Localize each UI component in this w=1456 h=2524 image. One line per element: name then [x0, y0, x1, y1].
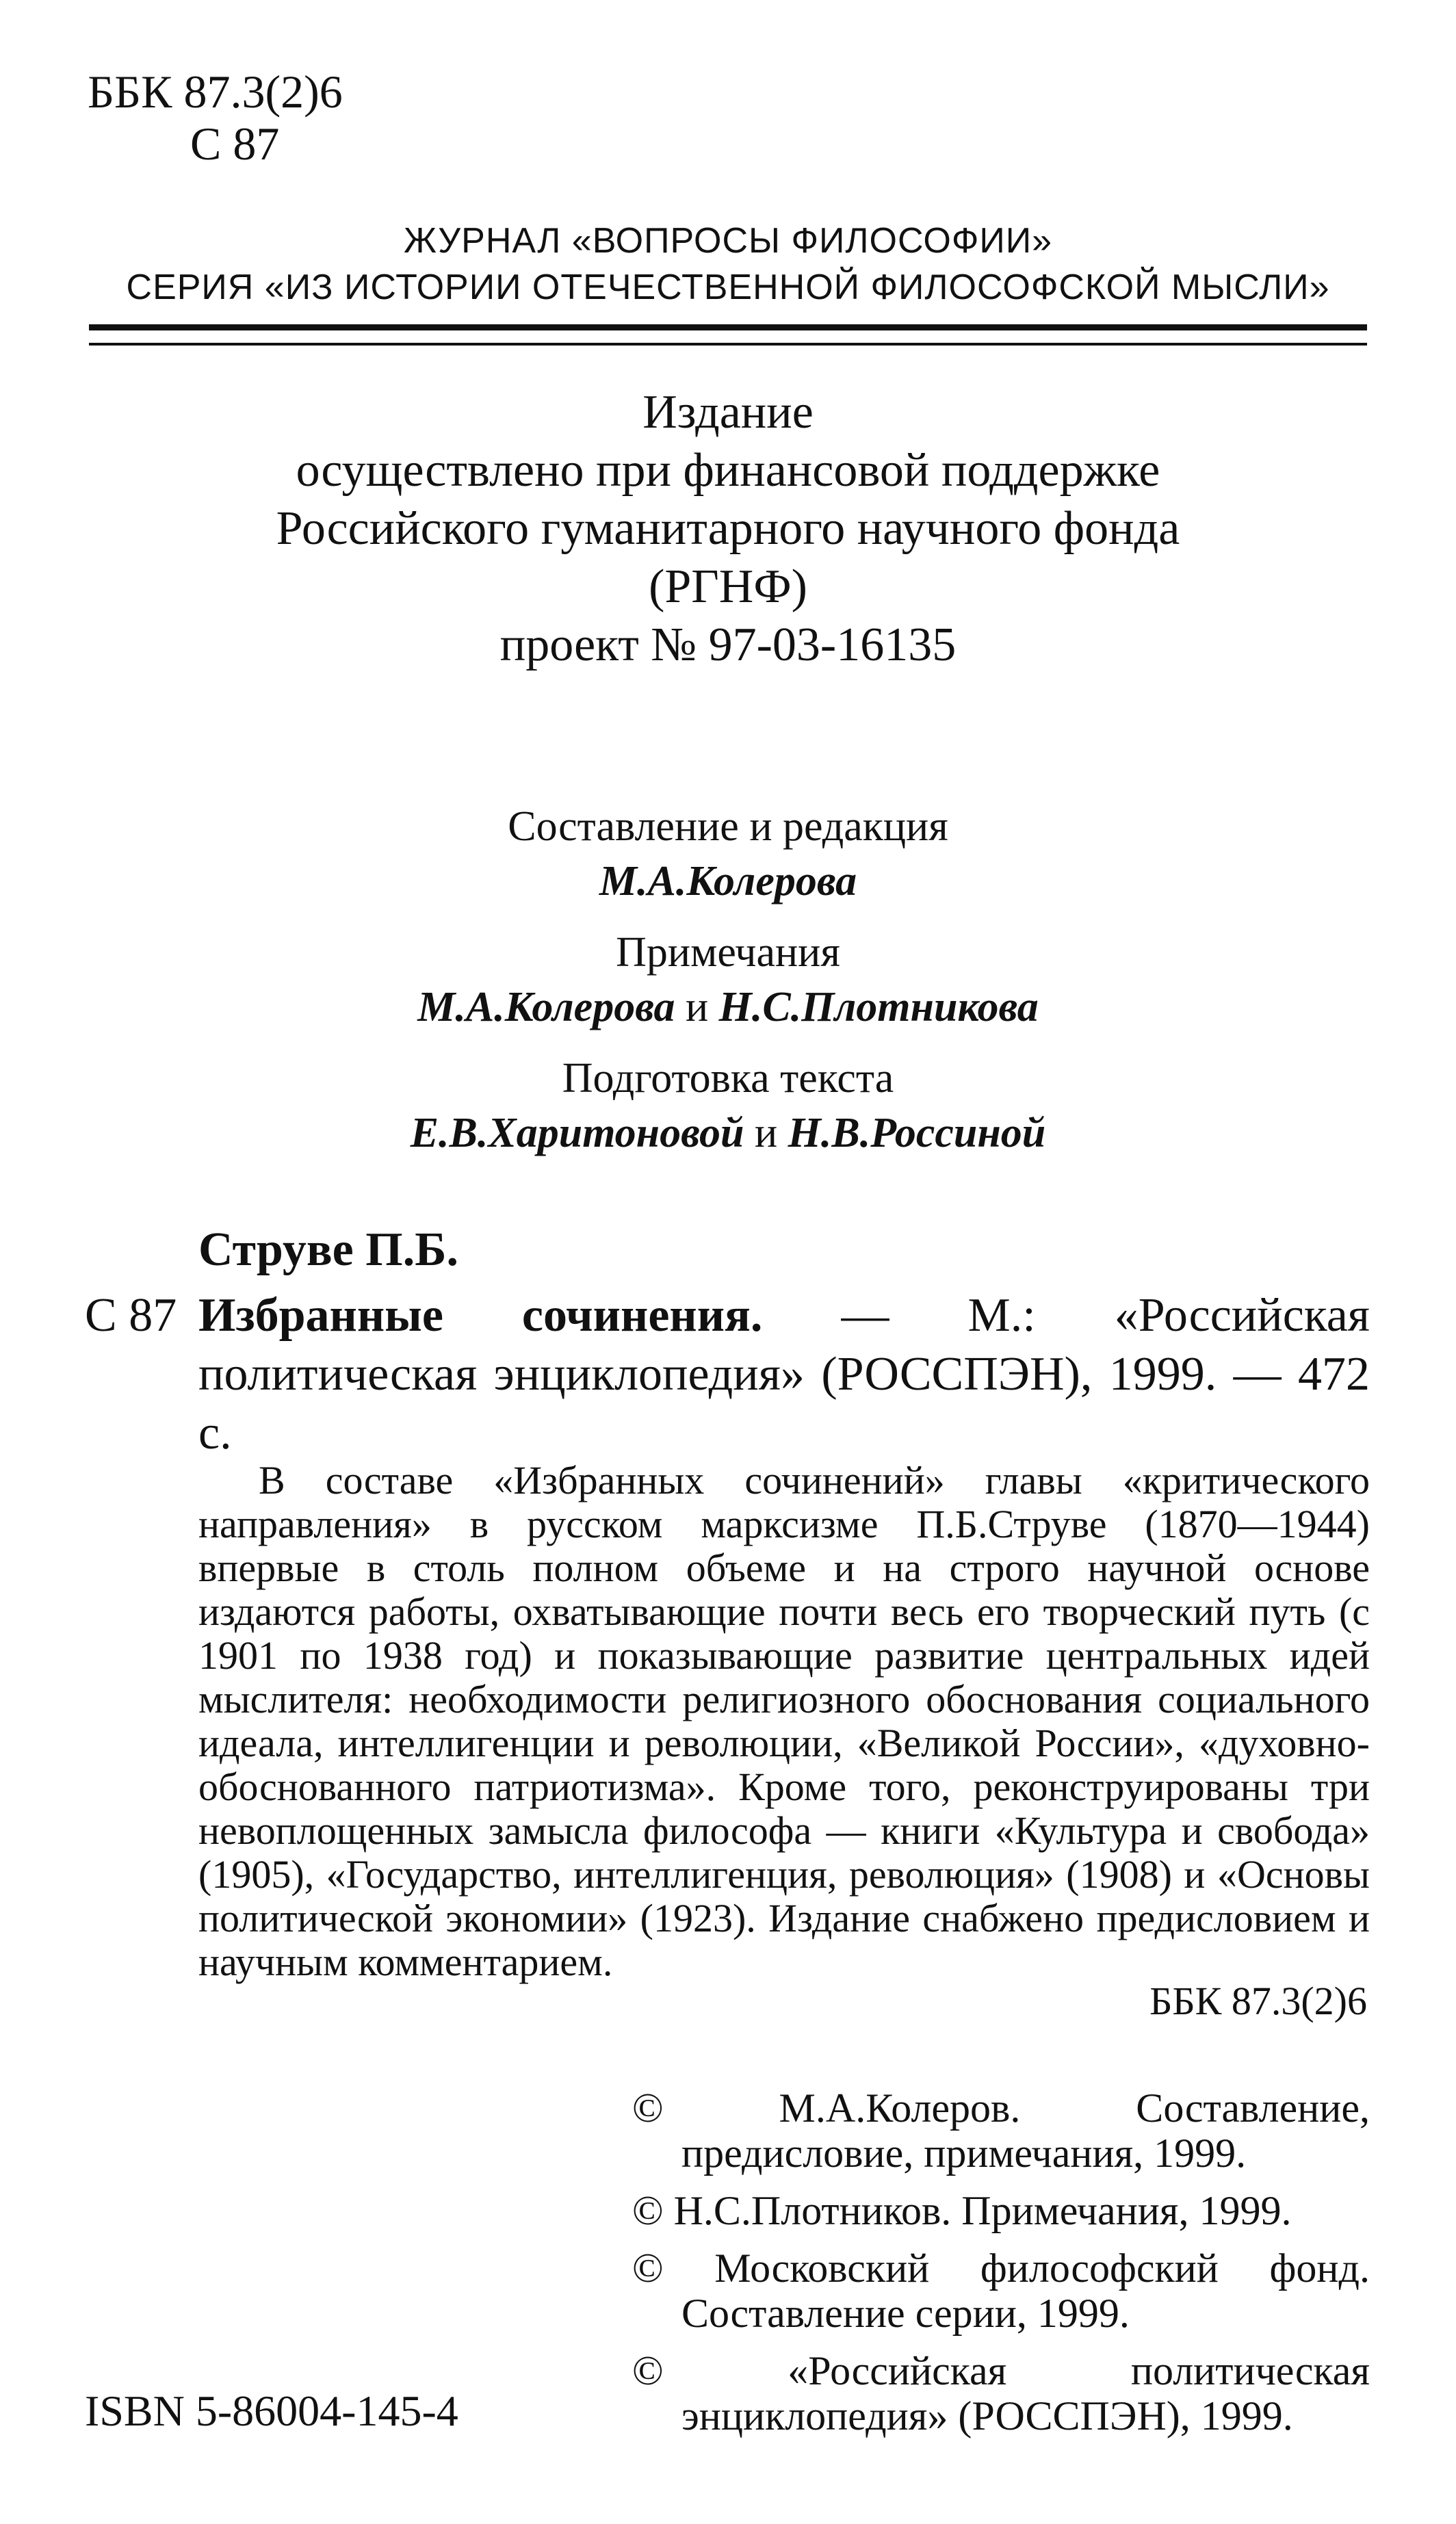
funding-line-2: осуществлено при финансовой поддержке [296, 444, 1160, 497]
compilation-name: М.А.Колерова [599, 858, 857, 905]
funding-line-1: Издание [642, 386, 814, 439]
text-prep-conjunction: и [744, 1110, 788, 1156]
bbk-footer-code: ББК 87.3(2)6 [1149, 1979, 1367, 2023]
journal-name: ЖУРНАЛ «ВОПРОСЫ ФИЛОСОФИИ» [403, 221, 1053, 261]
compilation-label: Составление и редакция [508, 803, 948, 850]
series-heading [0, 218, 1456, 311]
bbk-header [88, 66, 343, 170]
catalog-entry [198, 1286, 1370, 1463]
copyright-list [632, 2085, 1370, 2451]
isbn: ISBN 5-86004-145-4 [85, 2386, 458, 2435]
series-name: СЕРИЯ «ИЗ ИСТОРИИ ОТЕЧЕСТВЕННОЙ ФИЛОСОФСКОЙ МЫСЛИ» [126, 268, 1330, 307]
copyright-item: © «Российская политическая энциклопедия» (РОССПЭН), 1999. [632, 2348, 1370, 2438]
notes-name-2: Н.С.Плотникова [718, 984, 1039, 1030]
funding-notice [0, 383, 1456, 674]
catalog-author: Струве П.Б. [198, 1223, 458, 1276]
thick-divider [89, 324, 1367, 330]
funding-line-5: проект № 97-03-16135 [499, 619, 957, 671]
copyright-item: © М.А.Колеров. Составление, предисловие, примечания, 1999. [632, 2085, 1370, 2176]
credits-block [0, 799, 1456, 1160]
text-prep-name-1: Е.В.Харитоновой [410, 1110, 744, 1156]
funding-line-3: Российского гуманитарного научного фонда [276, 502, 1180, 555]
work-title: Избранные сочинения. [198, 1289, 763, 1342]
catalog-number: С 87 [85, 1289, 177, 1342]
author-mark: С 87 [190, 118, 280, 170]
copyright-item: © Н.С.Плотников. Примечания, 1999. [632, 2188, 1292, 2233]
bbk-code: ББК 87.3(2)6 [88, 66, 343, 118]
notes-conjunction: и [675, 984, 719, 1030]
annotation-text: В составе «Избранных сочинений» главы «критического направления» в русском марксизме П.Б.Струве (1870—1944) впервые в столь полном объеме и на строго научной основе издаются работы, охватывающие почти весь его творческий путь (с 1901 по 1938 год) и показывающие развитие центральных идей мыслителя: необходимости религиозного обоснования социального идеала, интеллигенции и революции, «Великой России», «духовно-обоснованного патриотизма». Кроме того, реконструированы три невоплощенных замысла философа — книги «Культура и свобода» (1905), «Государство, интеллигенция, революция» (1908) и «Основы политической экономии» (1923). Издание снабжено предисловием и научным комментарием. [198, 1458, 1370, 1984]
thin-divider [89, 343, 1367, 346]
text-prep-label: Подготовка текста [562, 1055, 894, 1102]
publication-details: — М.: «Российская политическая энциклопедия» (РОССПЭН), 1999. — 472 с. [198, 1289, 1370, 1459]
text-prep-name-2: Н.В.Россиной [788, 1110, 1046, 1156]
notes-label: Примечания [616, 929, 840, 976]
funding-line-4: (РГНФ) [649, 560, 807, 613]
notes-name-1: М.А.Колерова [417, 984, 675, 1030]
copyright-item: © Московский философский фонд. Составление серии, 1999. [632, 2246, 1370, 2336]
